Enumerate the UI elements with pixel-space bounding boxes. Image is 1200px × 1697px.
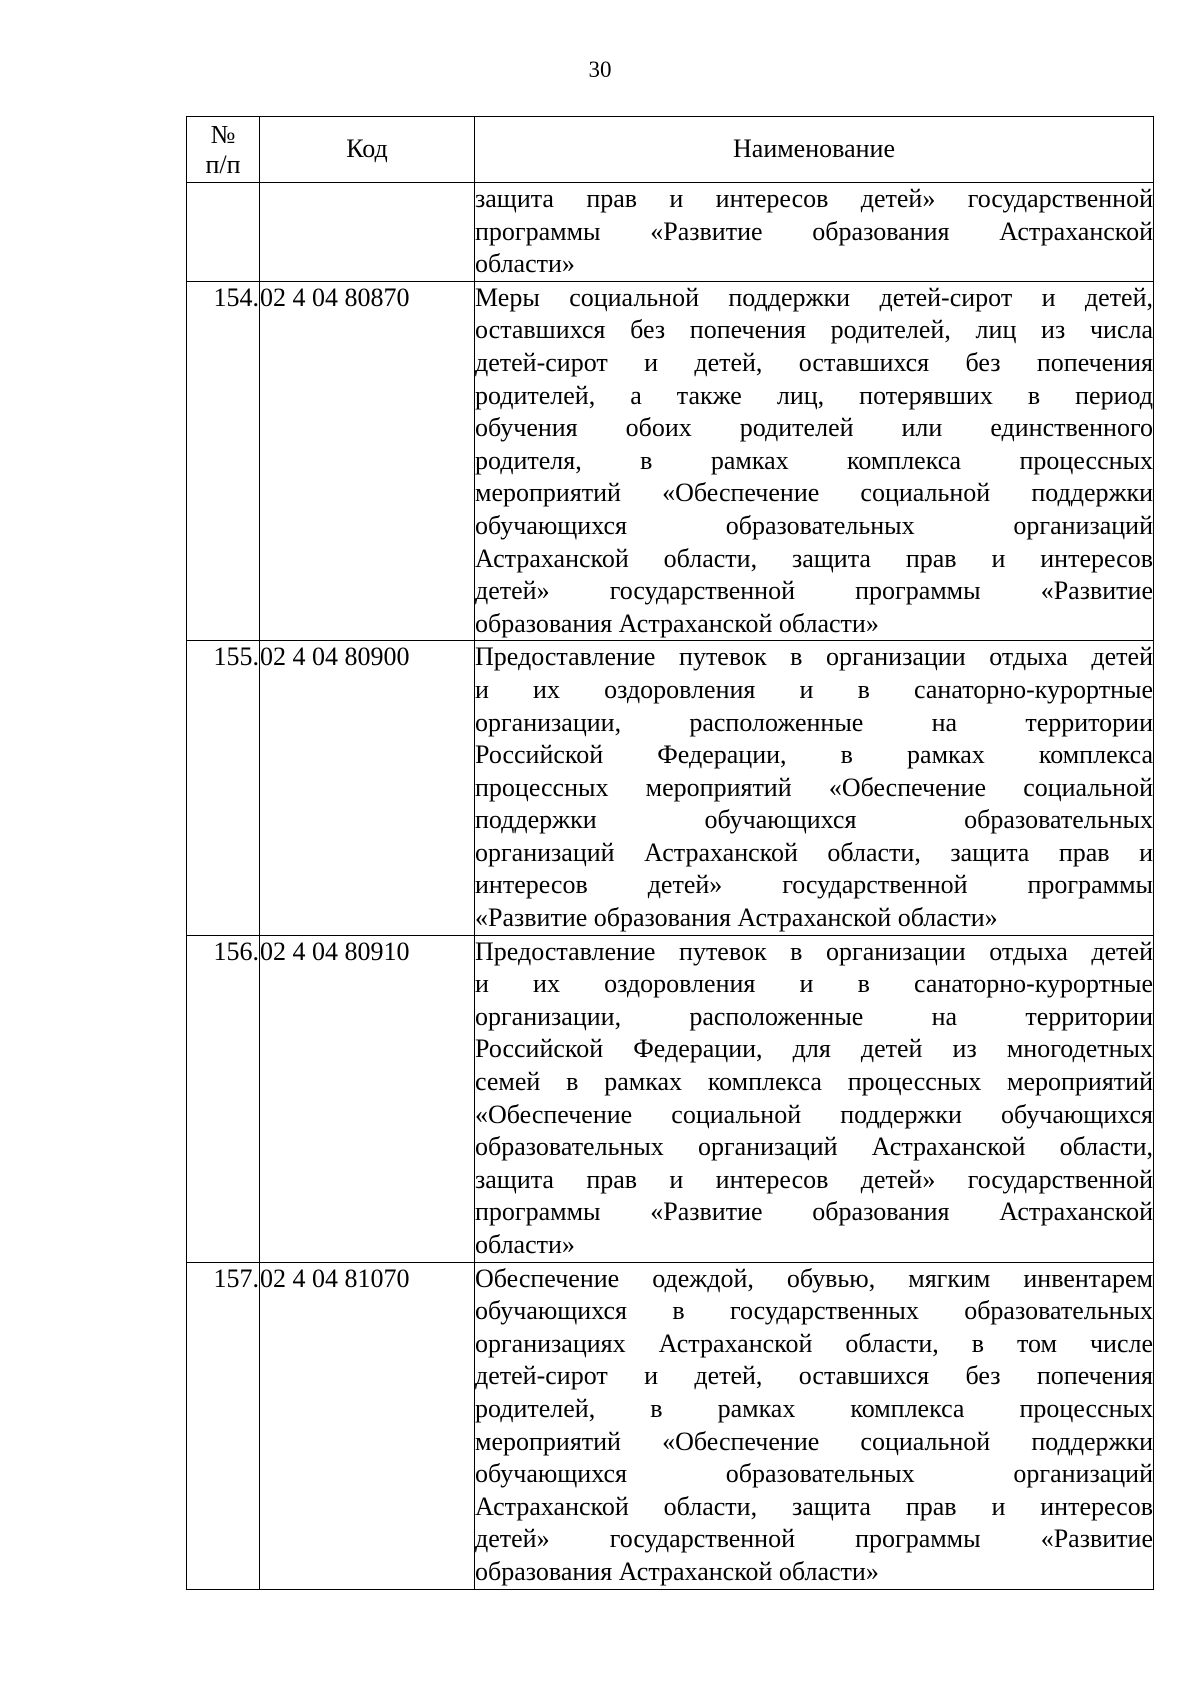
row-name-line: и их оздоровления и в санаторно-курортные xyxy=(475,674,1153,704)
row-name-line: обучающихся образовательных организаций xyxy=(475,1459,1153,1489)
row-number: 156. xyxy=(187,935,260,1262)
row-name-line: защита прав и интересов детей» государственной xyxy=(475,1164,1153,1194)
row-name-line: организации, расположенные на территории xyxy=(475,1001,1153,1031)
row-code: 02 4 04 80910 xyxy=(260,935,475,1262)
row-name-line: области» xyxy=(475,249,575,279)
row-name-line: обучения обоих родителей или единственного xyxy=(475,413,1153,443)
row-name-line: Предоставление путевок в организации отдыха детей xyxy=(475,642,1153,672)
row-name-line: программы «Развитие образования Астраханской xyxy=(475,1197,1153,1227)
row-number: 155. xyxy=(187,641,260,935)
row-name-line: детей-сирот и детей, оставшихся без попечения xyxy=(475,347,1153,377)
row-name-line: программы «Развитие образования Астраханской xyxy=(475,216,1153,246)
row-name-line: образования Астраханской области» xyxy=(475,1556,879,1586)
row-name-line: семей в рамках комплекса процессных мероприятий xyxy=(475,1067,1153,1097)
table-header-row xyxy=(187,117,1154,183)
row-name-line: процессных мероприятий «Обеспечение социальной xyxy=(475,772,1153,802)
row-name-line: организации, расположенные на территории xyxy=(475,707,1153,737)
column-header-number-line1: № xyxy=(210,119,236,149)
row-code: 02 4 04 80900 xyxy=(260,641,475,935)
row-name xyxy=(475,935,1154,1262)
row-number: 154. xyxy=(187,281,260,641)
column-header-name: Наименование xyxy=(475,117,1154,183)
row-name-line: интересов детей» государственной программы xyxy=(475,870,1153,900)
row-name-line: «Обеспечение социальной поддержки обучающихся xyxy=(475,1099,1153,1129)
classification-table xyxy=(186,116,1154,1590)
row-name-line: образовательных организаций Астраханской области, xyxy=(475,1132,1153,1162)
row-name-line: Меры социальной поддержки детей-сирот и детей, xyxy=(475,282,1153,312)
column-header-code: Код xyxy=(260,117,475,183)
row-name-line: поддержки обучающихся образовательных xyxy=(475,805,1153,835)
row-name-line: защита прав и интересов детей» государственной xyxy=(475,184,1153,213)
row-name-line: образования Астраханской области» xyxy=(475,608,879,638)
row-name-line: и их оздоровления и в санаторно-курортные xyxy=(475,969,1153,999)
row-code xyxy=(260,183,475,282)
row-name-line: мероприятий «Обеспечение социальной поддержки xyxy=(475,1426,1153,1456)
row-code: 02 4 04 81070 xyxy=(260,1262,475,1589)
row-name-line: Астраханской области, защита прав и интересов xyxy=(475,543,1153,573)
row-name-line: Российской Федерации, в рамках комплекса xyxy=(475,740,1153,770)
row-name xyxy=(475,281,1154,641)
table-row xyxy=(187,641,1154,935)
row-name-line: родителей, в рамках комплекса процессных xyxy=(475,1393,1153,1423)
row-number: 157. xyxy=(187,1262,260,1589)
row-name-line: детей» государственной программы «Развитие xyxy=(475,576,1153,606)
row-name-line: детей» государственной программы «Развитие xyxy=(475,1524,1153,1554)
row-name-line: Астраханской области, защита прав и интересов xyxy=(475,1491,1153,1521)
table-row xyxy=(187,935,1154,1262)
table-row xyxy=(187,183,1154,282)
row-name xyxy=(475,183,1154,282)
column-header-number xyxy=(187,117,260,183)
row-name xyxy=(475,1262,1154,1589)
row-number xyxy=(187,183,260,282)
row-name-line: области» xyxy=(475,1230,575,1259)
row-name-line: организациях Астраханской области, в том числе xyxy=(475,1328,1153,1358)
row-name xyxy=(475,641,1154,935)
table-row xyxy=(187,1262,1154,1589)
row-name-line: Предоставление путевок в организации отдыха детей xyxy=(475,936,1153,966)
row-name-line: обучающихся образовательных организаций xyxy=(475,510,1153,540)
row-name-line: Обеспечение одеждой, обувью, мягким инвентарем xyxy=(475,1263,1153,1293)
row-name-line: обучающихся в государственных образовательных xyxy=(475,1296,1153,1326)
row-name-line: детей-сирот и детей, оставшихся без попечения xyxy=(475,1361,1153,1391)
row-name-line: организаций Астраханской области, защита прав и xyxy=(475,837,1153,867)
row-name-line: родителя, в рамках комплекса процессных xyxy=(475,445,1153,475)
row-name-line: родителей, а также лиц, потерявших в период xyxy=(475,380,1153,410)
row-name-line: Российской Федерации, для детей из многодетных xyxy=(475,1034,1153,1064)
row-name-line: мероприятий «Обеспечение социальной поддержки xyxy=(475,478,1153,508)
page-number: 30 xyxy=(588,57,612,82)
row-name-line: оставшихся без попечения родителей, лиц из числа xyxy=(475,315,1153,345)
column-header-number-line2: п/п xyxy=(205,149,241,179)
row-code: 02 4 04 80870 xyxy=(260,281,475,641)
table-row xyxy=(187,281,1154,641)
row-name-line: «Развитие образования Астраханской области» xyxy=(475,903,998,933)
